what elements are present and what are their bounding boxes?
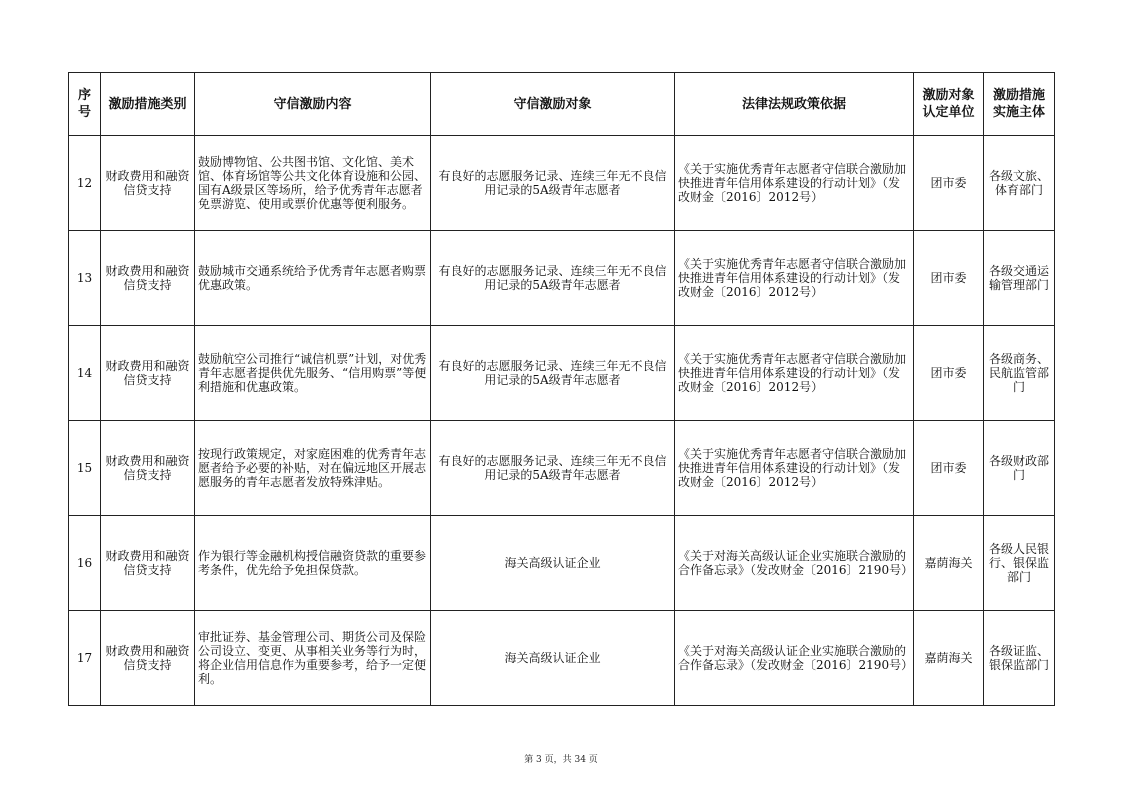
- table-row: [69, 231, 1055, 326]
- row-content: 审批证券、基金管理公司、期货公司及保险公司设立、变更、从事相关业务等行为时，将企业信用信息作为重要参考，给予一定便利。: [195, 611, 431, 706]
- table-row: [69, 611, 1055, 706]
- row-implementer: 各级交通运输管理部门: [984, 231, 1055, 326]
- row-basis: 《关于对海关高级认证企业实施联合激励的合作备忘录》（发改财金〔2016〕2190号）: [675, 611, 914, 706]
- row-category: 财政费用和融资信贷支持: [101, 136, 195, 231]
- table-row: [69, 516, 1055, 611]
- row-implementer: 各级文旅、体育部门: [984, 136, 1055, 231]
- row-category: 财政费用和融资信贷支持: [101, 326, 195, 421]
- header-no: 序号: [69, 73, 101, 136]
- row-certifier: 团市委: [914, 136, 984, 231]
- row-basis: 《关于对海关高级认证企业实施联合激励的合作备忘录》（发改财金〔2016〕2190号）: [675, 516, 914, 611]
- incentive-table: [68, 72, 1055, 706]
- header-certifier: 激励对象认定单位: [914, 73, 984, 136]
- row-basis: 《关于实施优秀青年志愿者守信联合激励加快推进青年信用体系建设的行动计划》（发改财金〔2016〕2012号）: [675, 136, 914, 231]
- page-number: 第 3 页，共 34 页: [524, 755, 598, 765]
- header-row: [69, 73, 1055, 136]
- row-category: 财政费用和融资信贷支持: [101, 231, 195, 326]
- row-target: 有良好的志愿服务记录、连续三年无不良信用记录的5A级青年志愿者: [431, 326, 675, 421]
- header-category: 激励措施类别: [101, 73, 195, 136]
- row-implementer: 各级人民银行、银保监部门: [984, 516, 1055, 611]
- row-implementer: 各级财政部门: [984, 421, 1055, 516]
- row-certifier: 团市委: [914, 231, 984, 326]
- row-category: 财政费用和融资信贷支持: [101, 516, 195, 611]
- row-certifier: 嘉荫海关: [914, 611, 984, 706]
- row-target: 海关高级认证企业: [431, 611, 675, 706]
- row-content: 作为银行等金融机构授信融资贷款的重要参考条件，优先给予免担保贷款。: [195, 516, 431, 611]
- row-target: 有良好的志愿服务记录、连续三年无不良信用记录的5A级青年志愿者: [431, 231, 675, 326]
- table-row: [69, 136, 1055, 231]
- row-certifier: 嘉荫海关: [914, 516, 984, 611]
- row-no: 14: [69, 326, 101, 421]
- row-content: 按现行政策规定，对家庭困难的优秀青年志愿者给予必要的补贴，对在偏远地区开展志愿服务的青年志愿者发放特殊津贴。: [195, 421, 431, 516]
- header-target: 守信激励对象: [431, 73, 675, 136]
- row-basis: 《关于实施优秀青年志愿者守信联合激励加快推进青年信用体系建设的行动计划》（发改财金〔2016〕2012号）: [675, 231, 914, 326]
- table-row: [69, 421, 1055, 516]
- row-certifier: 团市委: [914, 326, 984, 421]
- header-implementer: 激励措施实施主体: [984, 73, 1055, 136]
- row-implementer: 各级证监、银保监部门: [984, 611, 1055, 706]
- row-target: 有良好的志愿服务记录、连续三年无不良信用记录的5A级青年志愿者: [431, 136, 675, 231]
- header-content: 守信激励内容: [195, 73, 431, 136]
- row-content: 鼓励航空公司推行“诚信机票”计划，对优秀青年志愿者提供优先服务、“信用购票”等便利措施和优惠政策。: [195, 326, 431, 421]
- row-target: 海关高级认证企业: [431, 516, 675, 611]
- row-target: 有良好的志愿服务记录、连续三年无不良信用记录的5A级青年志愿者: [431, 421, 675, 516]
- row-no: 12: [69, 136, 101, 231]
- row-content: 鼓励博物馆、公共图书馆、文化馆、美术馆、体育场馆等公共文化体育设施和公园、国有A级景区等场所，给予优秀青年志愿者免票游览、使用或票价优惠等便利服务。: [195, 136, 431, 231]
- table-row: [69, 326, 1055, 421]
- row-no: 17: [69, 611, 101, 706]
- row-certifier: 团市委: [914, 421, 984, 516]
- row-basis: 《关于实施优秀青年志愿者守信联合激励加快推进青年信用体系建设的行动计划》（发改财金〔2016〕2012号）: [675, 326, 914, 421]
- row-implementer: 各级商务、民航监管部门: [984, 326, 1055, 421]
- row-no: 15: [69, 421, 101, 516]
- row-basis: 《关于实施优秀青年志愿者守信联合激励加快推进青年信用体系建设的行动计划》（发改财金〔2016〕2012号）: [675, 421, 914, 516]
- header-basis: 法律法规政策依据: [675, 73, 914, 136]
- row-category: 财政费用和融资信贷支持: [101, 421, 195, 516]
- row-category: 财政费用和融资信贷支持: [101, 611, 195, 706]
- row-no: 16: [69, 516, 101, 611]
- row-no: 13: [69, 231, 101, 326]
- row-content: 鼓励城市交通系统给予优秀青年志愿者购票优惠政策。: [195, 231, 431, 326]
